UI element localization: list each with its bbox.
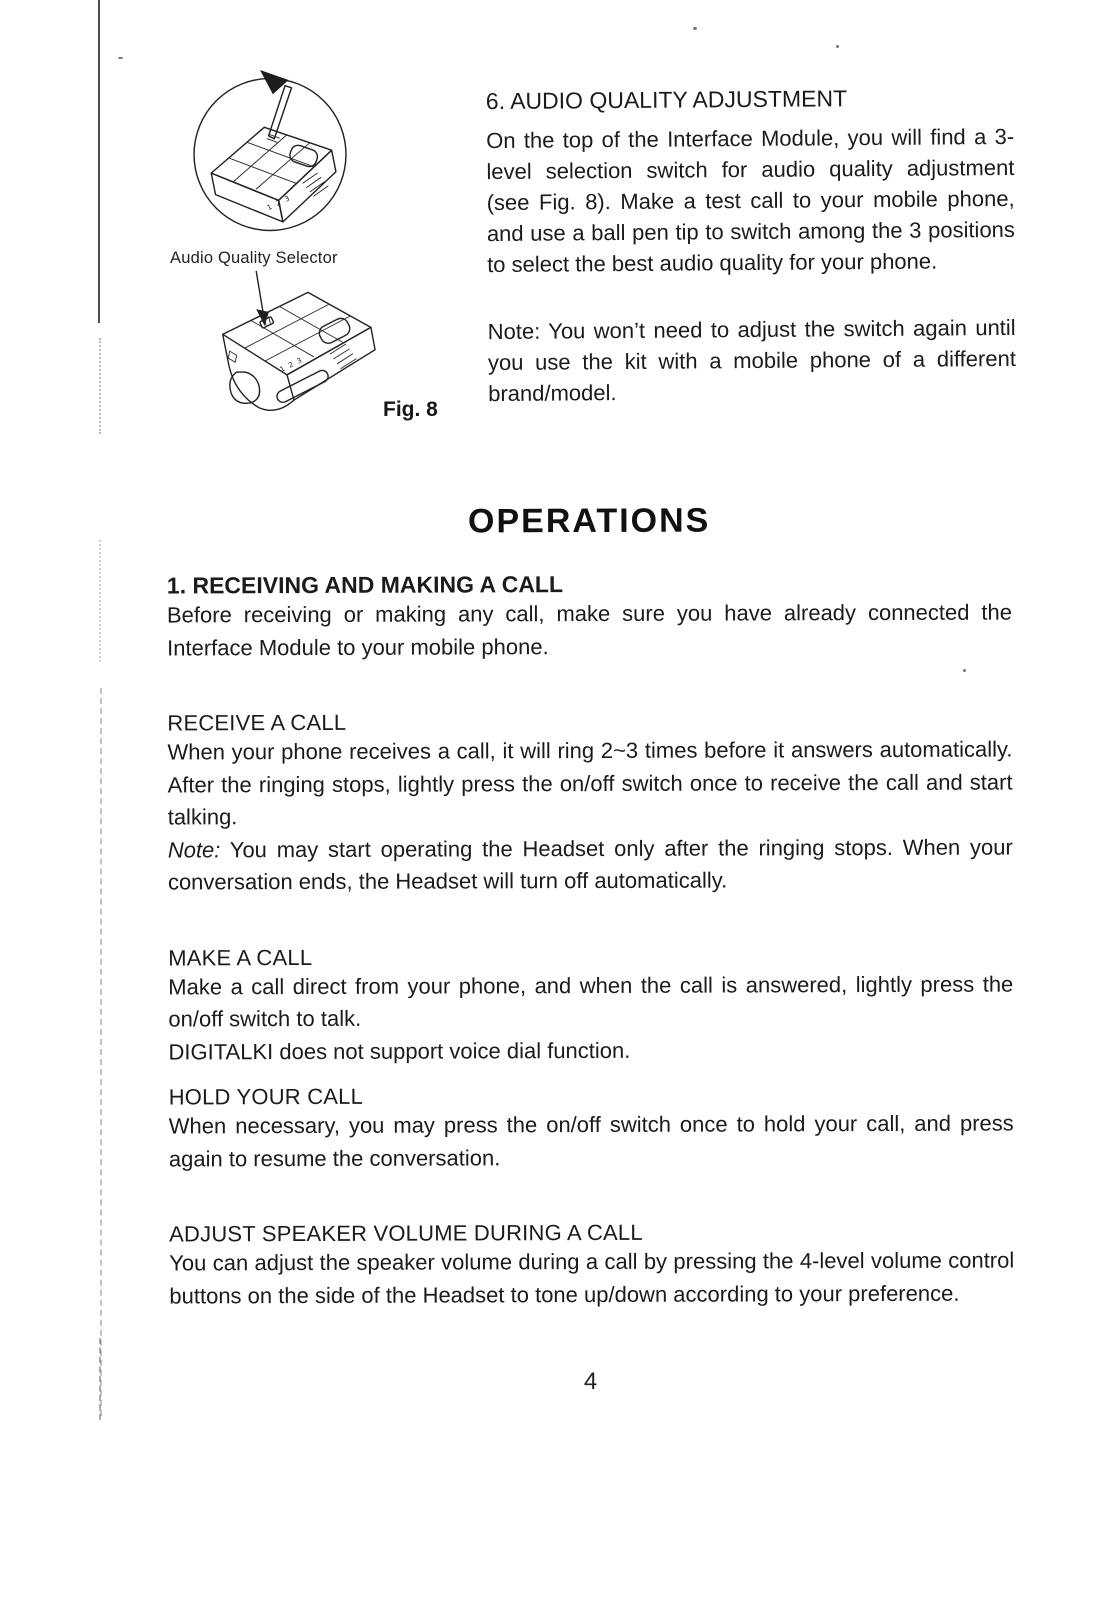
fig8-detail-illustration [184,64,356,240]
scan-edge-line [98,0,100,323]
switch-scale-marks: 1 2 3 [278,355,305,374]
section-1-intro: Before receiving or making any call, make sure you have already connected the Interface Module to your mobile phone. [166,599,1013,660]
scan-speck [118,57,123,59]
hold-your-call-heading: HOLD YOUR CALL [168,1083,364,1110]
scan-speck [836,45,839,48]
fig8-module-illustration [196,270,378,428]
hold-your-call-paragraph: When necessary, you may press the on/off switch once to hold your call, and press again to resume the conversation. [168,1110,1014,1171]
operations-title: OPERATIONS [467,501,711,541]
receive-a-call-paragraph: When your phone receives a call, it will ring 2~3 times before it answers automatically. After the ringing stops, lightly press the on/off switch once to receive the call and start talking. [167,736,1013,830]
line-art [223,271,375,410]
scan-speck [693,27,697,30]
section-6-audio-quality [486,84,1017,409]
scan-edge-line [99,338,101,434]
section-6-title: 6. AUDIO QUALITY ADJUSTMENT [485,85,848,115]
switch-scale-marks: 1 2 3 [265,192,293,213]
section-6-paragraph: On the top of the Interface Module, you will find a 3-level selection switch for audio quality adjustment (see Fig. 8). Make a test call to your mobile phone, and use a ball pen tip to switch among the 3 positions to select the best audio quality for your phone. [486,123,1015,278]
operations-section [167,501,1015,1313]
section-6-note: Note: You won’t need to adjust the switch again until you use the kit with a mobile phone of a different brand/model. [487,314,1016,407]
page-number: 4 [583,1368,598,1395]
make-a-call-paragraph-2: DIGITALKI does not support voice dial function. [168,1037,631,1064]
note-paragraph [168,831,1013,899]
adjust-volume-heading: ADJUST SPEAKER VOLUME DURING A CALL [169,1219,643,1247]
adjust-volume-paragraph: You can adjust the speaker volume during a call by pressing the 4-level volume control buttons on the side of the Headset to tone up/down according to your preference. [169,1247,1015,1308]
section-1-heading: 1. RECEIVING AND MAKING A CALL [166,571,564,599]
scan-edge-line [100,688,102,1416]
scan-edge-line [99,1338,101,1420]
note-label: Note: [167,836,221,862]
scan-edge-line [99,540,101,662]
figure-caption: Fig. 8 [383,398,438,421]
audio-quality-selector-label: Audio Quality Selector [170,249,338,267]
line-art [194,70,346,231]
make-a-call-heading: MAKE A CALL [168,944,313,970]
receive-a-call-heading: RECEIVE A CALL [167,709,347,736]
make-a-call-paragraph: Make a call direct from your phone, and when the call is answered, lightly press the on/off switch to talk. [168,971,1014,1032]
note-text: You may start operating the Headset only after the ringing stops. When your conversation ends, the Headset will turn off automatically. [167,834,1013,895]
